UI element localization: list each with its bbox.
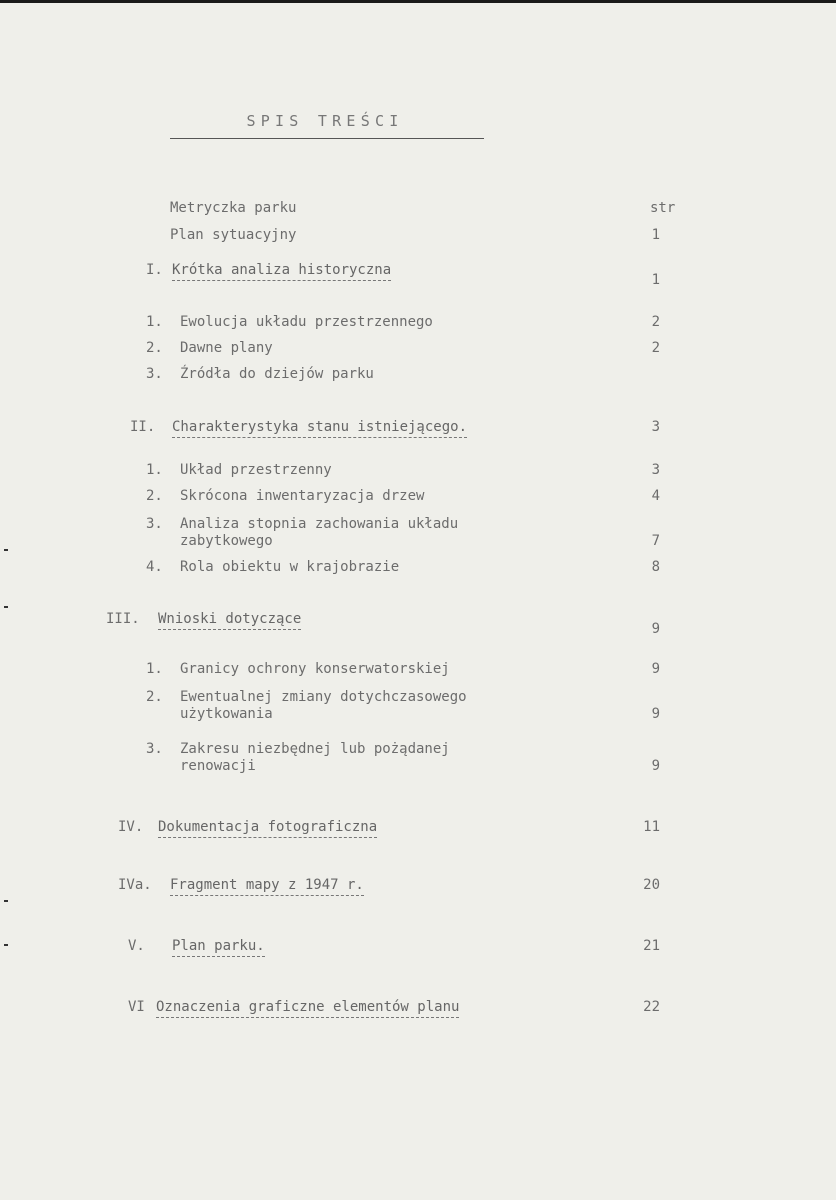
toc-item-label-continued: renowacji xyxy=(180,758,256,774)
toc-section-title: Fragment mapy z 1947 r. xyxy=(170,877,364,896)
toc-page-number: 7 xyxy=(651,533,660,549)
toc-page-number: 9 xyxy=(651,621,660,637)
toc-page-number: 2 xyxy=(651,340,660,356)
toc-page-number: 3 xyxy=(651,462,660,478)
toc-section-title: Charakterystyka stanu istniejącego. xyxy=(172,419,467,438)
toc-section-number: I. xyxy=(146,262,163,278)
toc-front-label: Metryczka parku xyxy=(170,200,297,216)
toc-item-number: 3. xyxy=(146,741,163,757)
toc-item-number: 3. xyxy=(146,516,163,532)
toc-section-number: II. xyxy=(130,419,156,435)
toc-page-number: 8 xyxy=(651,559,660,575)
margin-mark xyxy=(4,549,8,551)
toc-item-number: 4. xyxy=(146,559,163,575)
toc-front-label: Plan sytuacyjny xyxy=(170,227,297,243)
toc-item-label: Ewolucja układu przestrzennego xyxy=(180,314,433,330)
toc-section-title: Dokumentacja fotograficzna xyxy=(158,819,377,838)
toc-page-number: 9 xyxy=(651,706,660,722)
toc-item-number: 1. xyxy=(146,462,163,478)
toc-item-label-continued: zabytkowego xyxy=(180,533,273,549)
toc-section-title: Krótka analiza historyczna xyxy=(172,262,391,281)
toc-page-number: 3 xyxy=(651,419,660,435)
margin-mark xyxy=(4,900,8,902)
toc-item-label: Źródła do dziejów parku xyxy=(180,366,374,382)
toc-item-label: Rola obiektu w krajobrazie xyxy=(180,559,400,575)
toc-item-number: 1. xyxy=(146,314,163,330)
toc-section-title: Oznaczenia graficzne elementów planu xyxy=(156,999,459,1018)
toc-page-number: 9 xyxy=(651,661,660,677)
toc-item-number: 2. xyxy=(146,340,163,356)
toc-page-number: 2 xyxy=(651,314,660,330)
toc-page-number: 21 xyxy=(643,938,660,954)
margin-mark xyxy=(4,944,8,946)
toc-item-label: Ewentualnej zmiany dotychczasowego xyxy=(180,689,467,705)
toc-page-number: 4 xyxy=(651,488,660,504)
toc-section-number: III. xyxy=(106,611,140,627)
toc-section-number: VI xyxy=(128,999,145,1015)
toc-item-label: Układ przestrzenny xyxy=(180,462,332,478)
toc-section-title: Plan parku. xyxy=(172,938,265,957)
toc-item-label: Zakresu niezbędnej lub pożądanej xyxy=(180,741,450,757)
title-underline xyxy=(170,138,484,139)
toc-item-label: Skrócona inwentaryzacja drzew xyxy=(180,488,425,504)
toc-item-number: 1. xyxy=(146,661,163,677)
toc-page-number: 9 xyxy=(651,758,660,774)
toc-page-number: 1 xyxy=(651,272,660,288)
scan-top-edge xyxy=(0,0,836,3)
toc-page-number: 1 xyxy=(651,227,660,243)
page-title: SPIS TREŚCI xyxy=(246,112,404,130)
page-column-header: str xyxy=(650,200,676,216)
toc-section-number: IV. xyxy=(118,819,144,835)
toc-section-number: V. xyxy=(128,938,145,954)
toc-item-label: Analiza stopnia zachowania układu xyxy=(180,516,459,532)
toc-section-number: IVa. xyxy=(118,877,152,893)
toc-page-number: 11 xyxy=(643,819,660,835)
toc-item-label-continued: użytkowania xyxy=(180,706,273,722)
toc-item-number: 2. xyxy=(146,488,163,504)
toc-item-number: 2. xyxy=(146,689,163,705)
toc-item-number: 3. xyxy=(146,366,163,382)
toc-section-title: Wnioski dotyczące xyxy=(158,611,301,630)
toc-page-number: 20 xyxy=(643,877,660,893)
toc-page-number: 22 xyxy=(643,999,660,1015)
toc-item-label: Granicy ochrony konserwatorskiej xyxy=(180,661,450,677)
margin-mark xyxy=(4,606,8,608)
toc-item-label: Dawne plany xyxy=(180,340,273,356)
